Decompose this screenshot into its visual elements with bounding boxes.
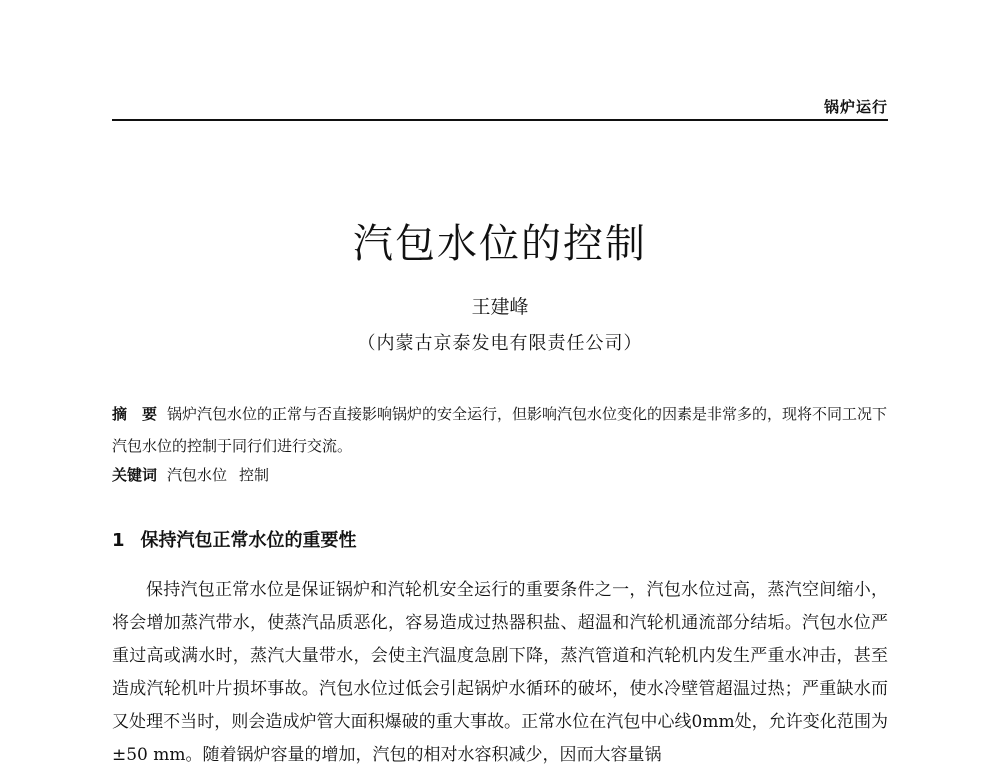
author: 王建峰 [471, 296, 529, 318]
header-rule [112, 119, 888, 121]
keywords [112, 462, 281, 488]
section-number: 1 [112, 530, 125, 551]
keyword: 控制 [239, 466, 270, 484]
section-title: 保持汽包正常水位的重要性 [140, 530, 357, 551]
abstract-text: 锅炉汽包水位的正常与否直接影响锅炉的安全运行，但影响汽包水位变化的因素是非常多的，现将不同工况下汽包水位的控制于同行们进行交流。 [112, 405, 888, 455]
affiliation: （内蒙古京泰发电有限责任公司） [357, 333, 643, 354]
section-heading [112, 526, 357, 552]
keywords-label: 关键词 [112, 466, 158, 484]
paper-title: 汽包水位的控制 [353, 221, 647, 267]
abstract [112, 398, 888, 462]
body-paragraph: 保持汽包正常水位是保证锅炉和汽轮机安全运行的重要条件之一，汽包水位过高，蒸汽空间缩小，将会增加蒸汽带水，使蒸汽品质恶化，容易造成过热器积盐、超温和汽轮机通流部分结垢。汽包水位严重过高或满水时，蒸汽大量带水，会使主汽温度急剧下降，蒸汽管道和汽轮机内发生严重水冲击，甚至造成汽轮机叶片损坏事故。汽包水位过低会引起锅炉水循环的破坏，使水冷壁管超温过热；严重缺水而又处理不当时，则会造成炉管大面积爆破的重大事故。正常水位在汽包中心线0mm处，允许变化范围为±50 mm。随着锅炉容量的增加，汽包的相对水容积减少，因而大容量锅 [112, 580, 888, 765]
keyword: 汽包水位 [167, 466, 228, 484]
abstract-label: 摘 要 [112, 405, 158, 423]
running-head: 锅炉运行 [823, 98, 888, 116]
